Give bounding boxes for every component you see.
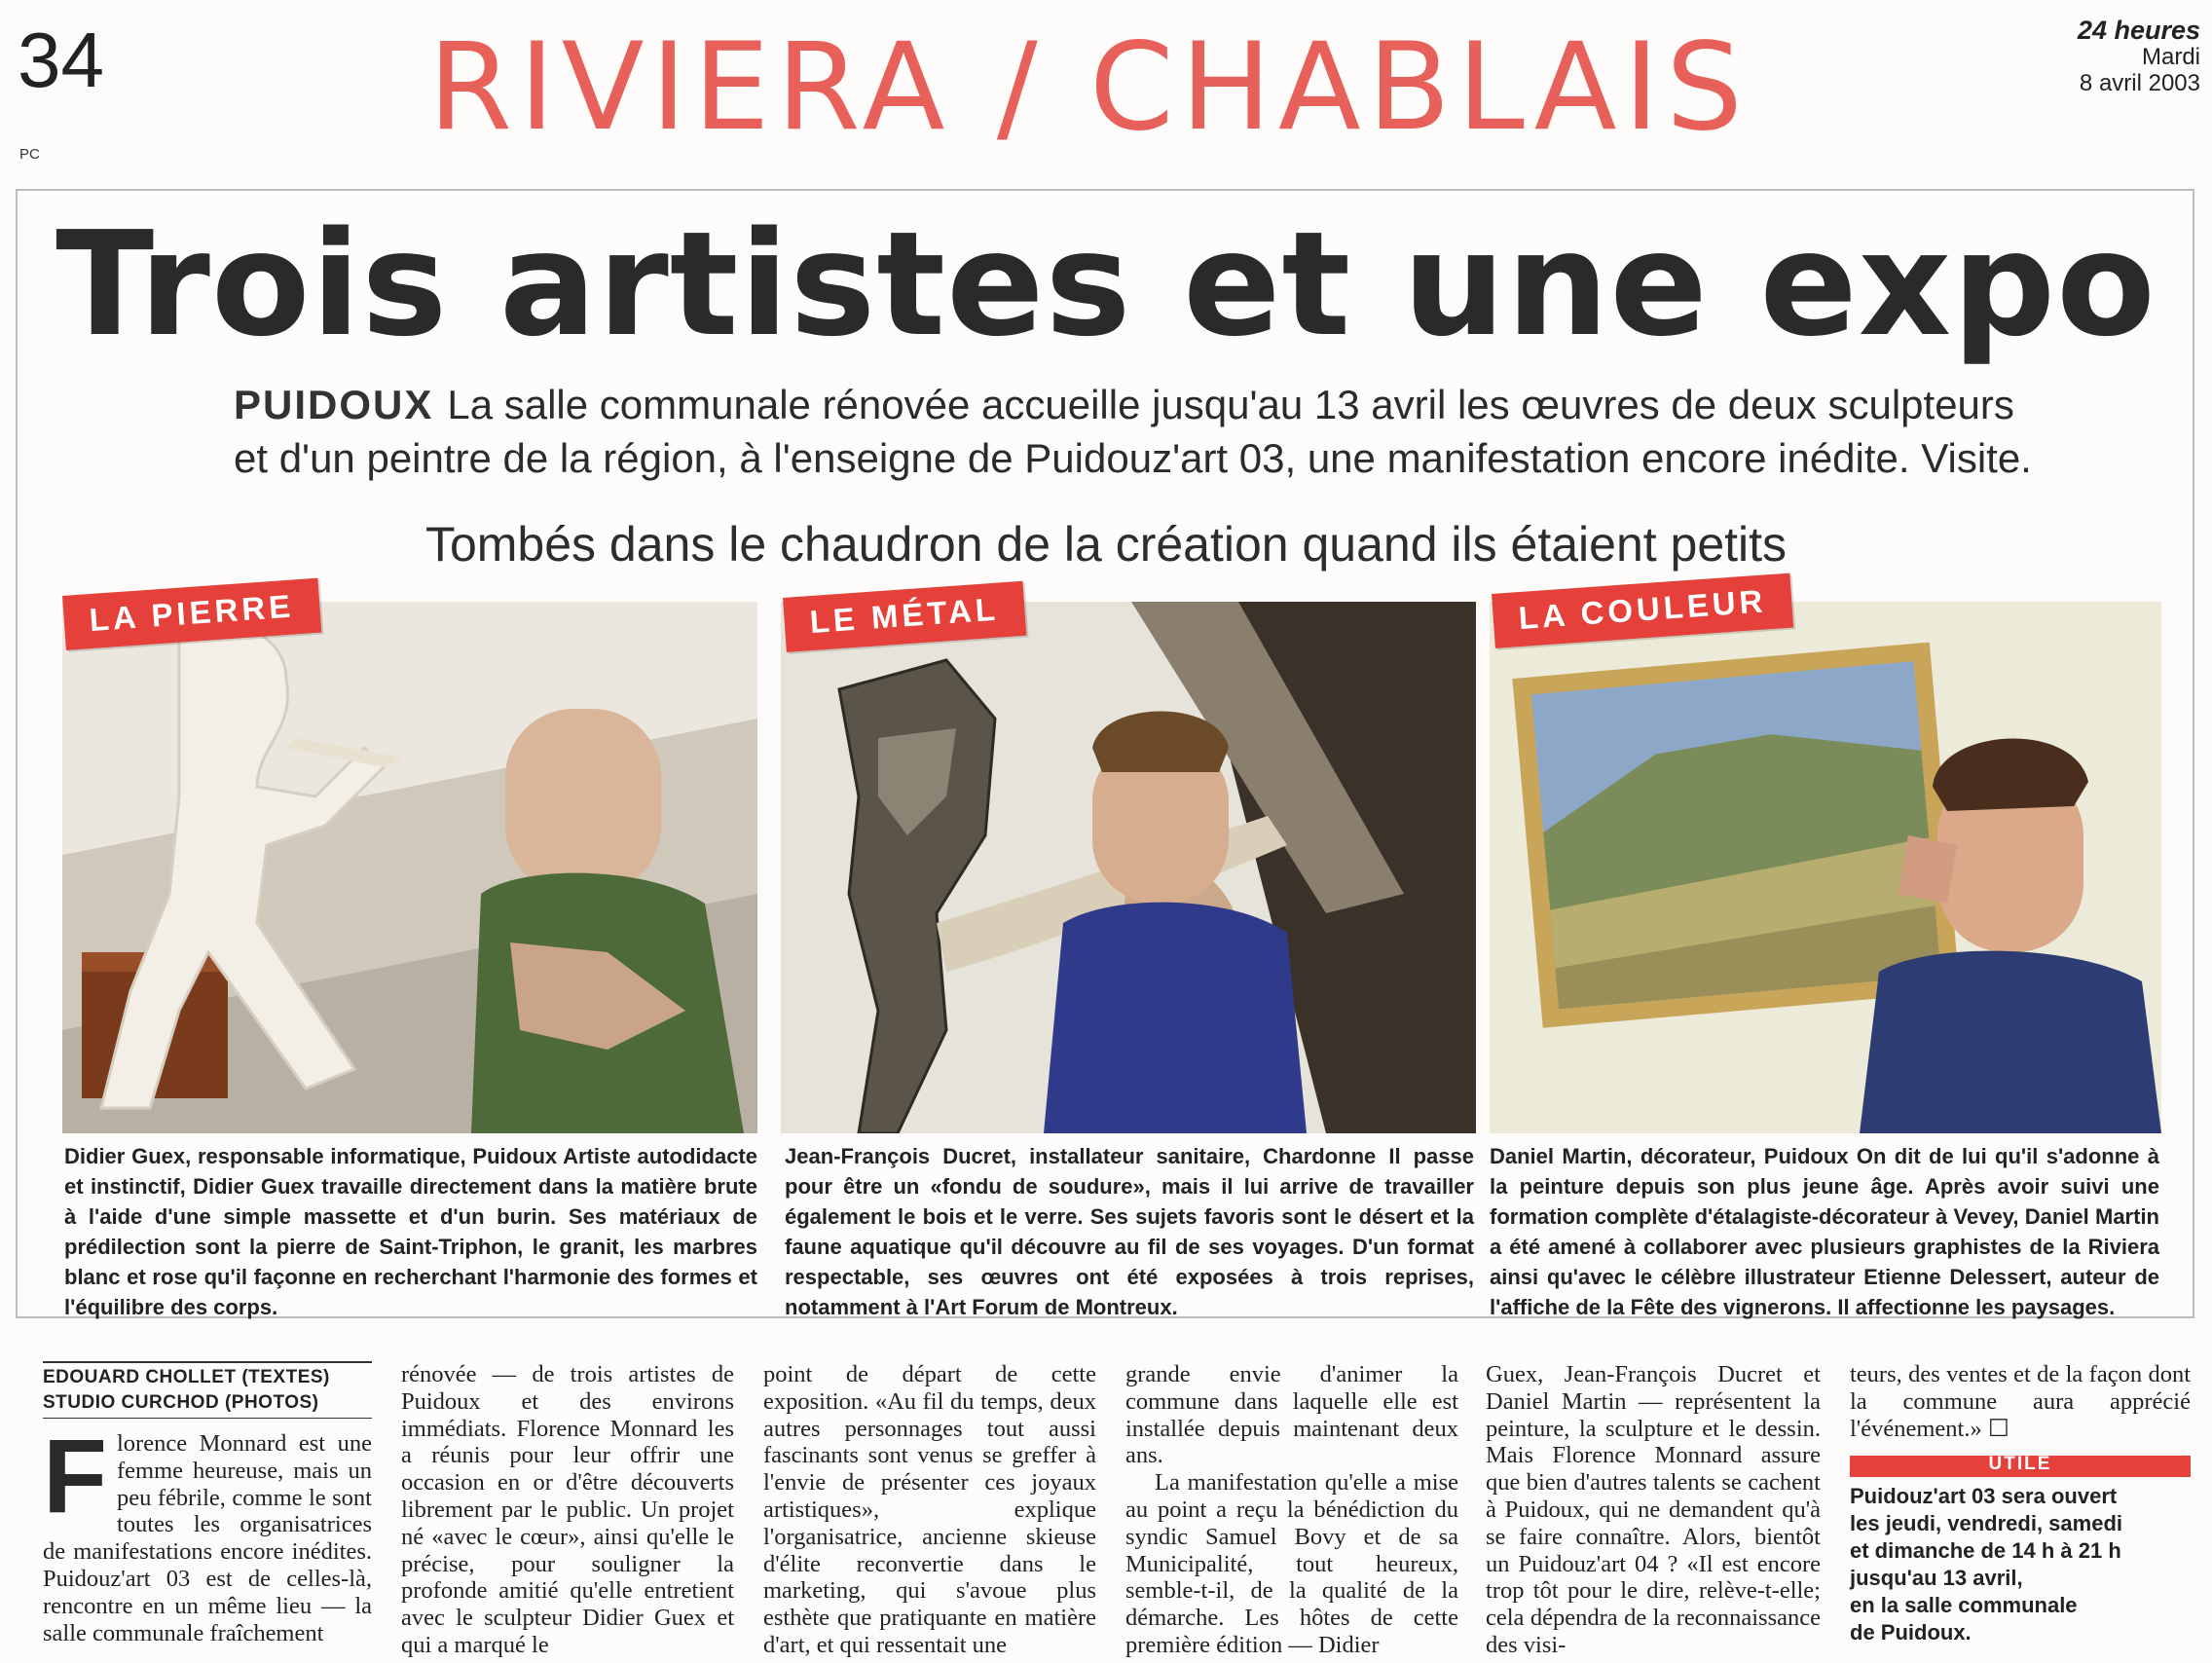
photo-stone-sculptor [62, 602, 757, 1133]
byline-photo: STUDIO CURCHOD (PHOTOS) [43, 1392, 319, 1413]
masthead [2078, 18, 2200, 96]
caption-color-text: On dit de lui qu'il s'adonne à la peinture depuis son plus jeune âge. Après avoir suivi une formation complète d'étalagiste-décorateur à Vevey, Daniel Martin a été amené à collaborer avec plusieurs graphistes de la Riviera ainsi qu'avec le célèbre illustrateur Etienne Delessert, auteur de l'affiche de la Fête des vignerons. Il affectionne les paysages. [1490, 1144, 2159, 1319]
caption-metal-text: Il passe pour être un «fondu de soudure», mais il lui arrive de travailler également le bois et le verre. Ses sujets favoris sont le désert et la faune aquatique qu'il découvre au fil de ses voyages. D'un format respectable, ses œuvres ont été exposées à trois reprises, notamment à l'Art Forum de Montreux. [785, 1144, 1475, 1319]
lede-kicker: PUIDOUX [234, 382, 434, 427]
photo-metal-sculptor [781, 602, 1476, 1133]
caption-metal [785, 1141, 1474, 1322]
tag-la-pierre: LA PIERRE [62, 578, 321, 650]
headline: Trois artistes et une expo [55, 201, 2157, 368]
drop-cap: F [43, 1417, 107, 1534]
issue-date: 8 avril 2003 [2079, 70, 2200, 96]
page-number: 34 [18, 17, 104, 103]
tag-la-couleur: LA COULEUR [1492, 573, 1793, 648]
caption-stone [64, 1141, 757, 1322]
body-text-6: teurs, des ventes et de la façon dont la commune aura apprécié l'événement.» ☐ [1850, 1361, 2191, 1442]
caption-stone-text: Artiste autodidacte et instinctif, Didier Guex travaille directement dans la matière brute à l'aide d'une simple massette et d'un burin. Ses matériaux de prédilection sont la pierre de Saint-Triphon, le granit, les marbres blanc et rose qu'il façonne en recherchant l'harmonie des formes et l'équilibre des corps. [64, 1144, 757, 1319]
body-text-3: point de départ de cette exposition. «Au fil du temps, deux autres personnages tout aussi fascinants sont venus se greffer à l'envie de présenter ces joyaux artistiques», explique l'organisatrice, ancienne skieuse d'élite reconvertie dans le marketing, qui s'avoue plus esthète que pratiquante en matière d'art, et qui ressentait une [763, 1361, 1096, 1658]
caption-color-name: Daniel Martin, décorateur, Puidoux [1490, 1144, 1849, 1168]
byline-text: EDOUARD CHOLLET (TEXTES) [43, 1367, 330, 1387]
lede-line-1: La salle communale rénovée accueille jusqu'au 13 avril les œuvres de deux sculpteurs [447, 382, 2014, 427]
caption-color [1490, 1141, 2159, 1322]
lede [234, 378, 2054, 485]
body-text-4b: La manifestation qu'elle a mise au point a reçu la bénédiction du syndic Samuel Bovy et de sa Municipalité, tout heureux, semble-t-il, de la qualité de la démarche. Les hôtes de cette première édition — Didier [1125, 1469, 1458, 1658]
info-line: en la salle communale [1850, 1593, 2078, 1618]
info-box-text [1850, 1483, 2191, 1646]
body-column-5 [1486, 1361, 1821, 1659]
info-line: et dimanche de 14 h à 21 h [1850, 1538, 2121, 1564]
caption-stone-name: Didier Guex, responsable informatique, Puidoux [64, 1144, 558, 1168]
byline [43, 1361, 372, 1419]
info-line: jusqu'au 13 avril, [1850, 1566, 2023, 1591]
edition-code: PC [19, 146, 40, 163]
body-text-1: lorence Monnard est une femme heureuse, mais un peu fébrile, comme le sont toutes les organisatrices de manifestations encore inédites. Puidouz'art 03 est de celles-là, rencontre en un même lieu — la salle communale fraîchement [43, 1430, 372, 1646]
body-text-5: Guex, Jean-François Ducret et Daniel Martin — représentent la peinture, la sculpture et le dessin. Mais Florence Monnard assure que bien d'autres talents se cachent à Puidoux, qui ne demandent qu'à se faire connaître. Alors, bientôt un Puidouz'art 04 ? «Il est encore trop tôt pour le dire, relève-t-elle; cela dépendra de la reconnaissance des visi- [1486, 1361, 1821, 1658]
caption-metal-name: Jean-François Ducret, installateur sanitaire, Chardonne [785, 1144, 1377, 1168]
paper-name: 24 heures [2077, 16, 2200, 45]
info-box-title: UTILE [1988, 1454, 2052, 1475]
body-column-1 [43, 1361, 372, 1646]
body-column-3 [763, 1361, 1096, 1659]
body-column-2 [401, 1361, 734, 1659]
body-column-4 [1125, 1361, 1458, 1659]
section-title: RIVIERA / CHABLAIS [428, 18, 1750, 158]
info-line: de Puidoux. [1850, 1620, 1972, 1645]
body-column-6 [1850, 1361, 2191, 1646]
lede-line-2: et d'un peintre de la région, à l'enseigne de Puidouz'art 03, une manifestation encore inédite. Visite. [234, 435, 2032, 481]
body-text-2: rénovée — de trois artistes de Puidoux et des environs immédiats. Florence Monnard les a réunis pour leur offrir une occasion en or d'être découverts librement par le public. Un projet né «avec le cœur», ainsi qu'elle le précise, pour souligner la profonde amitié qu'elle entretient avec le sculpteur Didier Guex et qui a marqué le [401, 1361, 734, 1658]
info-line: les jeudi, vendredi, samedi [1850, 1511, 2122, 1536]
photo-painter [1490, 602, 2161, 1133]
subhead: Tombés dans le chaudron de la création quand ils étaient petits [424, 517, 1788, 572]
tag-le-metal: LE MÉTAL [783, 581, 1026, 652]
info-box-utile [1850, 1456, 2191, 1646]
issue-weekday: Mardi [2141, 44, 2200, 70]
info-line: Puidouz'art 03 sera ouvert [1850, 1484, 2118, 1509]
body-text-4a: grande envie d'animer la commune dans laquelle elle est installée depuis maintenant deux ans. [1125, 1361, 1458, 1469]
